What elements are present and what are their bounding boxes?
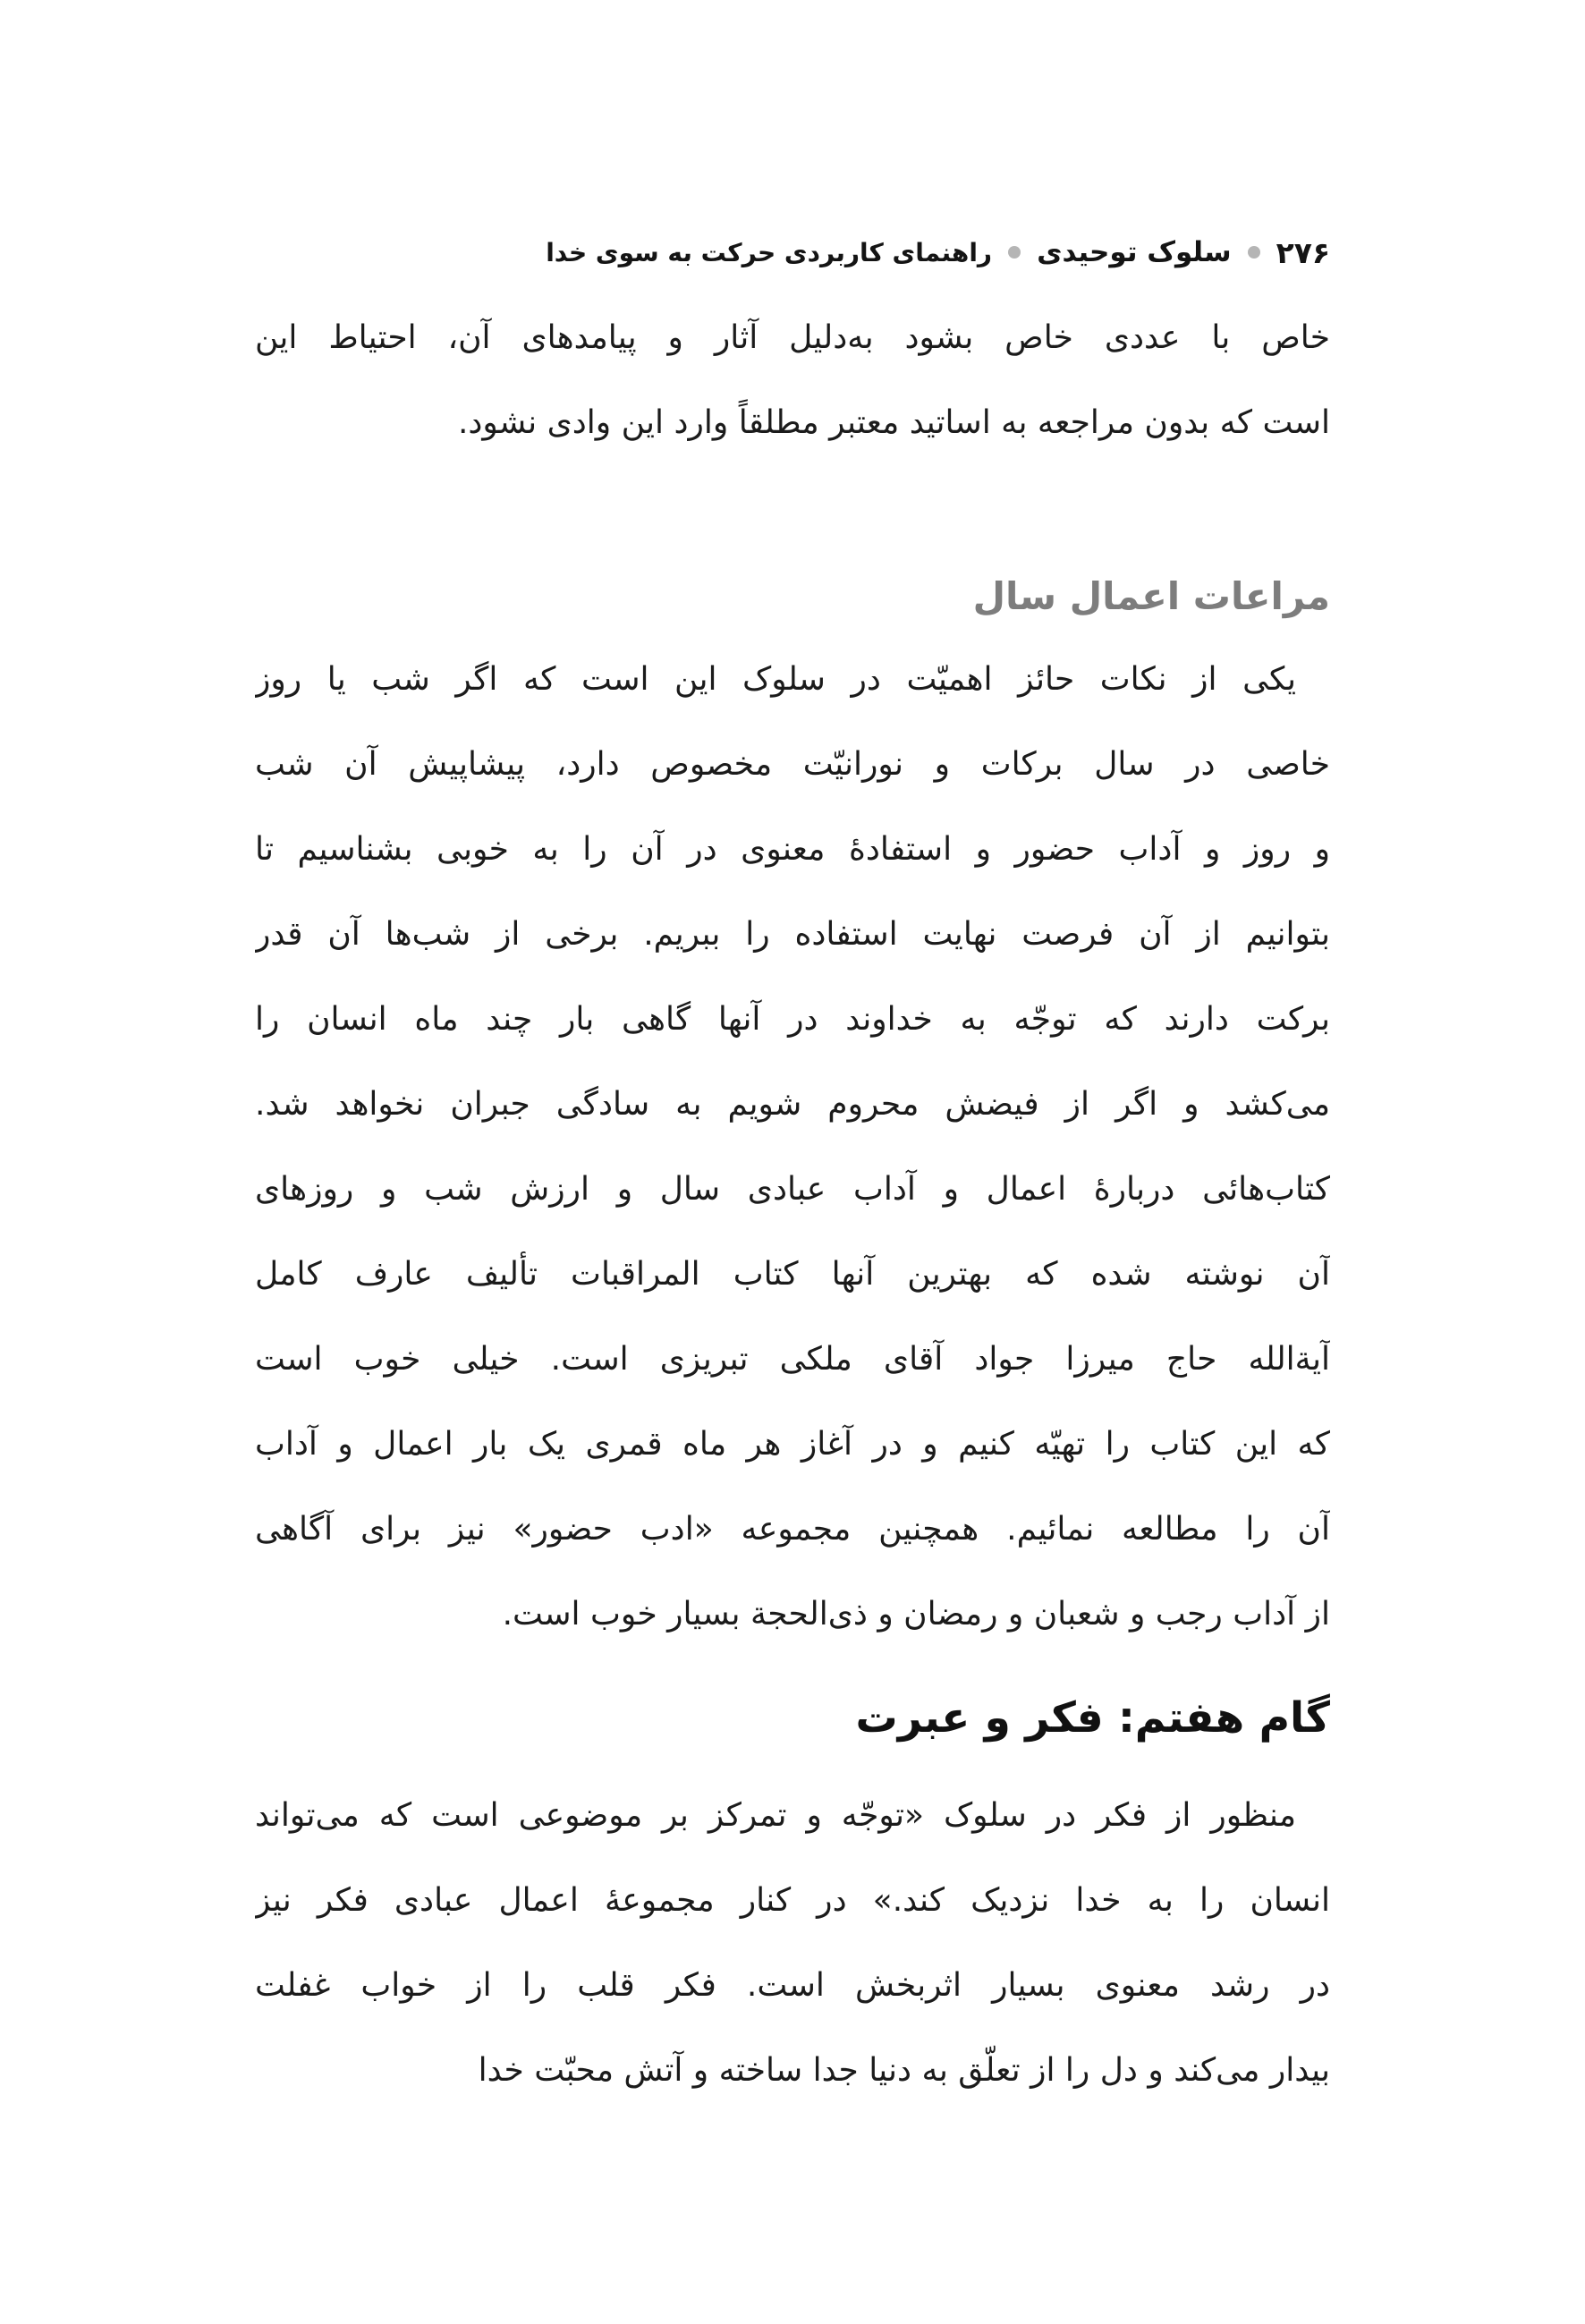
text-line: بتوانیم از آن فرصت نهایت استفاده را ببریم. برخی از شب‌ها آن قدر — [255, 916, 1330, 953]
text-line: یکی از نکات حائز اهمیّت در سلوک این است که اگر شب یا روز — [255, 661, 1296, 698]
text-line: در رشد معنوی بسیار اثربخش است. فکر قلب را از خواب غفلت — [255, 1967, 1330, 2004]
section-heading-observing-yearly-deeds: مراعات اعمال سال — [972, 574, 1330, 618]
text-line: آن نوشته شده که بهترین آنها کتاب المراقبات تألیف عارف کامل — [255, 1256, 1330, 1293]
section-heading-step-seven-thought: گام هفتم: فکر و عبرت — [855, 1693, 1330, 1743]
text-line: آیةالله حاج میرزا جواد آقای ملکی تبریزی است. خیلی خوب است — [255, 1341, 1330, 1378]
paragraph-thought — [255, 1773, 1330, 2113]
text-line: از آداب رجب و شعبان و رمضان و ذی‌الحجة بسیار خوب است. — [502, 1596, 1330, 1633]
page-number: ۲۷۶ — [1276, 234, 1330, 270]
text-line: کتاب‌هائی دربارهٔ اعمال و آداب عبادی سال و ارزش شب و روزهای — [255, 1171, 1330, 1208]
text-line: منظور از فکر در سلوک «توجّه و تمرکز بر موضوعی است که می‌تواند — [255, 1797, 1296, 1834]
bullet-icon — [1008, 246, 1021, 259]
paragraph-yearly-deeds — [255, 637, 1330, 1657]
bullet-icon — [1248, 246, 1260, 259]
page-header — [255, 224, 1330, 281]
text-line: برکت دارند که توجّه به خداوند در آنها گاهی بار چند ماه انسان را — [255, 1001, 1330, 1038]
text-line: است که بدون مراجعه به اساتید معتبر مطلقاً وارد این وادی نشود. — [457, 404, 1330, 441]
text-line: انسان را به خدا نزدیک کند.» در کنار مجموعهٔ اعمال عبادی فکر نیز — [255, 1882, 1330, 1919]
text-line: خاص با عددی خاص بشود به‌دلیل آثار و پیامدهای آن، احتیاط این — [255, 319, 1330, 356]
book-subtitle: راهنمای کاربردی حرکت به سوی خدا — [546, 237, 993, 267]
text-line: خاصی در سال برکات و نورانیّت مخصوص دارد، پیشاپیش آن شب — [255, 746, 1330, 783]
text-line: بیدار می‌کند و دل را از تعلّق به دنیا جدا ساخته و آتش محبّت خدا — [478, 2052, 1330, 2089]
text-line: که این کتاب را تهیّه کنیم و در آغاز هر ماه قمری یک بار اعمال و آداب — [255, 1426, 1330, 1463]
text-line: می‌کشد و اگر از فیضش محروم شویم به سادگی جبران نخواهد شد. — [255, 1086, 1330, 1123]
text-line: و روز و آداب حضور و استفادهٔ معنوی در آن را به خوبی بشناسیم تا — [255, 831, 1330, 868]
book-title: سلوک توحیدی — [1037, 236, 1232, 268]
paragraph-continuation — [255, 295, 1330, 465]
text-line: آن را مطالعه نمائیم. همچنین مجموعه «ادب حضور» نیز برای آگاهی — [255, 1511, 1330, 1548]
